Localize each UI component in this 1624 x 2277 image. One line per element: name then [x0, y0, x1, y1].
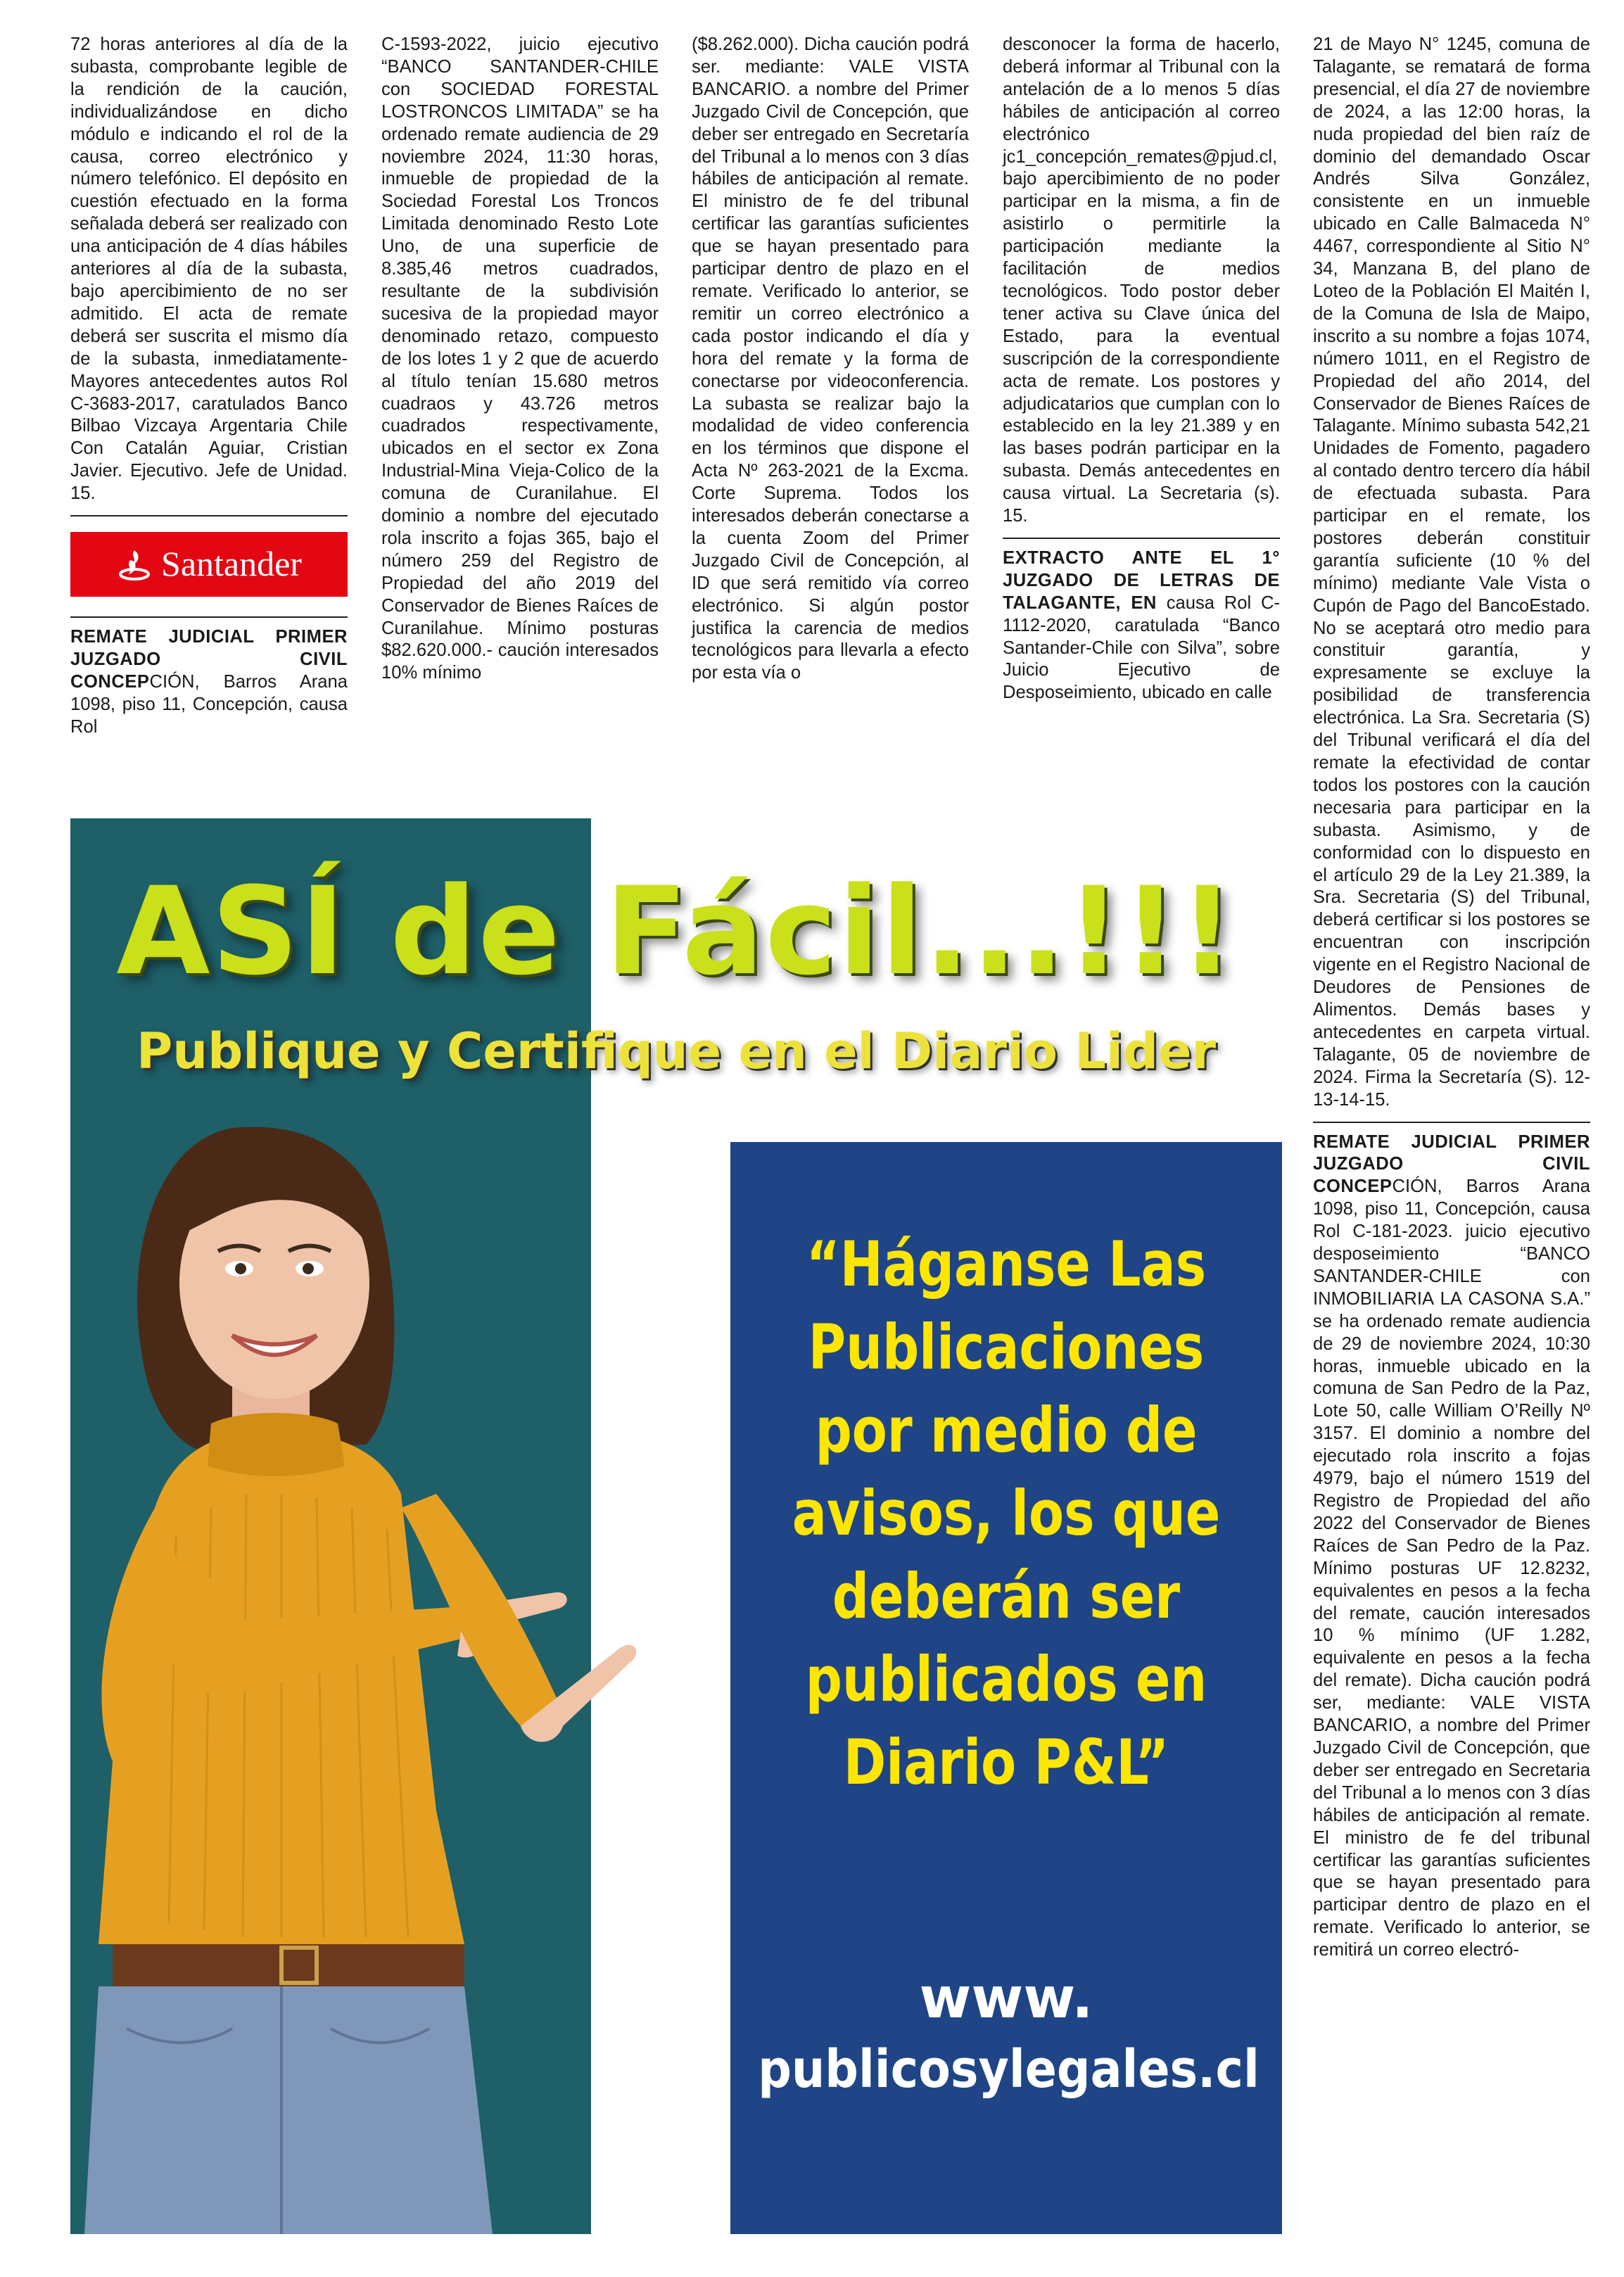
flame-icon: [116, 546, 153, 583]
notice-heading: REMATE JUDICIAL PRIMER JUZGADO CIVIL CONCEP: [1313, 1131, 1590, 1197]
santander-logo-text: Santander: [161, 544, 302, 584]
advertisement: [70, 818, 1282, 2234]
ad-website-prefix: www.: [919, 1965, 1093, 2031]
notice-text: 72 horas anteriores al día de la subasta, comprobante legible de la rendición de la caución, individualizándose en dicho módulo e indicando el rol de la causa, correo electrónico y número telefónico. El depósito en cuestión efectuado en la forma señalada deberá ser realizado con una anticipación de 4 días hábiles anteriores al día de la subasta, bajo apercibimiento de no ser admitido. El acta de remate deberá ser suscrita el mismo día de la subasta, inmediatamente- Mayores antecedentes autos Rol C-3683-2017, caratulados Banco Bilbao Vizcaya Argentaria Chile Con Catalán Aguiar, Cristian Javier. Ejecutivo. Jefe de Unidad. 15.: [70, 34, 348, 504]
notice-heading: REMATE JUDICIAL PRIMER JUZGADO CIVIL CONCEP: [70, 627, 348, 692]
notice-text: ($8.262.000). Dicha caución podrá ser. mediante: VALE VISTA BANCARIO. a nombre del Primer Juzgado Civil de Concepción, que deber ser entregado en Secretaría del Tribunal a lo menos con 3 días hábiles de anticipación al remate. El ministro de fe del tribunal certificar las garantías suficientes que se hayan presentado para participar dentro de plazo en el remate. Verificado lo anterior, se remitir un correo electrónico a cada postor indicando el día y hora del remate y la forma de conectarse por videoconferencia. La subasta se realizar bajo la modalidad de video conferencia en los términos que dispone el Acta Nº 263-2021 de la Excma. Corte Suprema. Todos los interesados deberán conectarse a la cuenta Zoom del Primer Juzgado Civil de Concepción, al ID que será remitido vía correo electrónico. Si algún postor justifica la carencia de medios tecnológicos para llevarla a efecto por esta vía o: [692, 34, 969, 683]
notice-text: 21 de Mayo N° 1245, comuna de Talagante, se rematará de forma presencial, el día 27 de noviembre de 2024, a las 12:00 horas, la nuda propiedad del bien raíz de dominio del demandado Oscar Andrés Silva González, consistente en un inmueble ubicado en Calle Balmaceda N° 4467, correspondiente al Sitio N° 34, Manzana B, del plano de Loteo de la Población El Maitén I, de la Comuna de Isla de Maipo, inscrito a su nombre a fojas 1074, número 1011, en el Registro de Propiedad del año 2014, del Conservador de Bienes Raíces de Talagante. Mínimo subasta 542,21 Unidades de Fomento, pagadero al contado dentro tercero día hábil de efectuada subasta. Para participar en el remate, los postores deberán constituir garantía suficiente (10 % del mínimo) mediante Vale Vista o Cupón de Pago del BancoEstado. No se aceptará otro medio para constituir garantía, y expresamente se excluye la posibilidad de transferencia electrónica. La Sra. Secretaria (S) del Tribunal verificará el día del remate la efectividad de contar todos los postores con la caución necesaria para participar en la subasta. Asimismo, y de conformidad con lo dispuesto en el artículo 29 de la Ley 21.389, la Sra. Secretaria (S) del Tribunal, deberá certificar si los postores se encuentran con inscripción vigente en el Registro Nacional de Deudores de Pensiones de Alimentos. Demás bases y antecedentes en carpeta virtual. Talagante, 05 de noviembre de 2024. Firma la Secretaría (S). 12-13-14-15.: [1313, 34, 1590, 1110]
divider: [70, 616, 348, 618]
notice-body: CIÓN, Barros Arana 1098, piso 11, Concepción, causa Rol C-181-2023. juicio ejecutivo desposeimiento “BANCO SANTANDER-CHILE con INMOBILIARIA LA CASONA S.A.” se ha ordenado remate audiencia de 29 de noviembre 2024, 10:30 horas, inmueble ubicado en la comuna de San Pedro de la Paz, Lote 50, calle William O’Reilly Nº 3157. El dominio a nombre del ejecutado rola inscrito a fojas 4979, bajo el número 1519 del Registro de Propiedad del año 2022 del Conservador de Bienes Raíces de San Pedro de la Paz. Mínimo posturas UF 12.8232, equivalentes en pesos a la fecha del remate, caución interesados 10 % mínimo (UF 1.282, equivalente en pesos a la fecha del remate). Dicha caución podrá ser, mediante: VALE VISTA BANCARIO, a nombre del Primer Juzgado Civil de Concepción, que deber ser entregado en Secretaria del Tribunal a lo menos con 3 días hábiles de anticipación al remate. El ministro de fe del tribunal certificar las garantías suficientes que se hayan presentado para participar dentro de plazo en el remate. Verificado lo anterior, se remitirá un correo electró-: [1313, 1176, 1590, 1960]
notice-text: [1003, 547, 1280, 704]
column-4: [1003, 34, 1280, 704]
ad-subtitle: Publique y Certifique en el Diario Lider: [136, 1022, 1217, 1080]
notice-text: C-1593-2022, juicio ejecutivo “BANCO SANTANDER-CHILE con SOCIEDAD FORESTAL LOSTRONCOS LIMITADA” se ha ordenado remate audiencia de 29 noviembre 2024, 11:30 horas, inmueble de propiedad de la Sociedad Forestal Los Troncos Limitada denominado Resto Lote Uno, de una superficie de 8.385,46 metros cuadrados, resultante de la subdivisión sucesiva de la propiedad mayor denominado retazo, compuesto de los lotes 1 y 2 que de acuerdo al título tenían 15.680 metros cuadraos y 43.726 metros cuadrados respectivamente, ubicados en el sector ex Zona Industrial-Mina Vieja-Colico de la comuna de Curanilahue. El dominio a nombre del ejecutado rola inscrito a fojas 365, bajo el número 259 del Registro de Propiedad del año 2019 del Conservador de Bienes Raíces de Curanilahue. Mínimo posturas $82.620.000.- caución interesados 10% mínimo: [381, 34, 659, 683]
notice-body: CIÓN, Barros Arana 1098, piso 11, Concepción, causa Rol: [70, 671, 348, 737]
notice-text: [70, 626, 348, 739]
ad-quote: “Háganse Las Publicaciones por medio de avisos, los que deberán ser publicados en Diario P&L”: [792, 1228, 1221, 1799]
ad-website-domain[interactable]: publicosylegales.cl: [758, 2039, 1260, 2100]
divider: [1003, 538, 1280, 539]
notice-text: [1313, 1131, 1590, 1962]
notice-body: causa Rol C-1112-2020, caratulada “Banco Santander-Chile con Silva”, sobre Juicio Ejecutivo de Desposeimiento, ubicado en calle: [1003, 592, 1280, 703]
santander-logo: [70, 532, 348, 597]
notice-text: desconocer la forma de hacerlo, deberá informar al Tribunal con la antelación de a lo menos 5 días hábiles de anticipación al correo electrónico jc1_concepción_remates@pjud.cl, bajo apercibimiento de no poder participar en la misma, a fin de asistirlo o permitirle la participación mediante la facilitación de medios tecnológicos. Todo postor deber tener activa su Clave única del Estado, para la eventual suscripción de la correspondiente acta de remate. Los postores y adjudicatarios que cumplan con lo establecido en la ley 21.389 y en las bases podrán participar en la subasta. Demás antecedentes en causa virtual. La Secretaria (s). 15.: [1003, 34, 1280, 526]
column-5: [1313, 34, 1590, 1962]
column-1: [70, 34, 348, 739]
notice-heading: EXTRACTO ANTE EL 1° JUZGADO DE LETRAS DE TALAGANTE, EN: [1003, 547, 1280, 613]
ad-title: ASÍ de Fácil...!!!: [116, 861, 1236, 1002]
column-3: [692, 34, 969, 685]
divider: [1313, 1122, 1590, 1123]
divider: [70, 515, 348, 516]
column-2: [381, 34, 659, 685]
